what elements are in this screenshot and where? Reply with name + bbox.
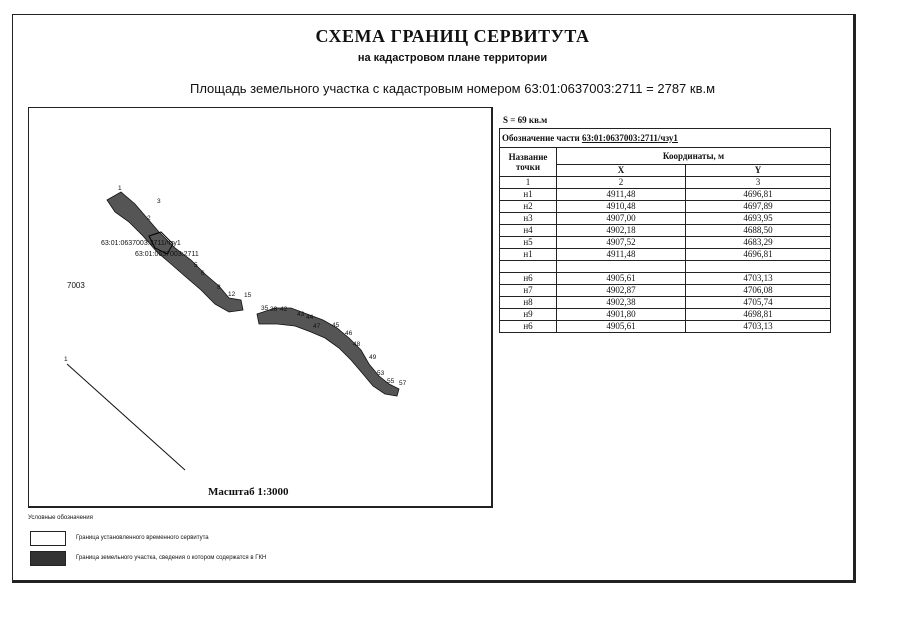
coord-x: 4902,18 bbox=[557, 225, 686, 237]
table-row bbox=[500, 321, 831, 333]
point-name: н3 bbox=[500, 213, 557, 225]
legend-label-parcel: Граница земельного участка, сведения о котором содержатся в ГКН bbox=[76, 555, 267, 561]
parcel-strip-lower bbox=[257, 308, 399, 396]
map-point-label: 46 bbox=[345, 330, 353, 337]
point-name: н4 bbox=[500, 225, 557, 237]
column-number: 1 bbox=[500, 177, 557, 189]
header-point-name: Название точки bbox=[500, 148, 557, 177]
coord-x: 4910,48 bbox=[557, 201, 686, 213]
coord-y: 4688,50 bbox=[686, 225, 831, 237]
coordinates-table bbox=[499, 128, 831, 333]
point-name: н8 bbox=[500, 297, 557, 309]
coord-y: 4705,74 bbox=[686, 297, 831, 309]
map-scale: Масштаб 1:3000 bbox=[208, 486, 289, 498]
parcel-edge-line bbox=[67, 364, 185, 470]
map-point-label: 35 bbox=[261, 305, 269, 312]
document-title: СХЕМА ГРАНИЦ СЕРВИТУТА bbox=[315, 26, 590, 46]
parcel-area-line: Площадь земельного участка с кадастровым номером 63:01:0637003:2711 = 2787 кв.м bbox=[189, 81, 716, 96]
table-row-spacer bbox=[500, 261, 831, 273]
map-label-part: 63:01:0637003:2711/чзу1 bbox=[101, 240, 181, 247]
legend-title: Условные обозначения bbox=[28, 515, 93, 521]
map-point-label: 1 bbox=[118, 185, 122, 192]
map-point-label: 8 bbox=[217, 284, 221, 291]
map-point-label: 5 bbox=[194, 262, 198, 269]
coord-x: 4905,61 bbox=[557, 273, 686, 285]
part-designation-id: 63:01:0637003:2711/чзу1 bbox=[581, 132, 678, 143]
map-drawing bbox=[29, 108, 491, 506]
point-name: н1 bbox=[500, 249, 557, 261]
header-y: Y bbox=[686, 165, 831, 177]
coord-x: 4902,87 bbox=[557, 285, 686, 297]
point-name: н7 bbox=[500, 285, 557, 297]
map-label-block: 7003 bbox=[67, 281, 85, 290]
coord-y: 4698,81 bbox=[686, 309, 831, 321]
column-number: 3 bbox=[686, 177, 831, 189]
map-point-label: 2 bbox=[147, 215, 151, 222]
table-row bbox=[500, 189, 831, 201]
table-row bbox=[500, 285, 831, 297]
coord-y: 4683,29 bbox=[686, 237, 831, 249]
map-point-label: 45 bbox=[332, 322, 340, 329]
coord-x: 4907,00 bbox=[557, 213, 686, 225]
table-row bbox=[500, 237, 831, 249]
map-point-label: 48 bbox=[353, 341, 361, 348]
map-point-label: 55 bbox=[387, 378, 395, 385]
header-x: X bbox=[557, 165, 686, 177]
coord-y: 4693,95 bbox=[686, 213, 831, 225]
table-row bbox=[500, 201, 831, 213]
point-name: н6 bbox=[500, 321, 557, 333]
part-designation-prefix: Обозначение части bbox=[502, 132, 582, 143]
coord-y: 4696,81 bbox=[686, 189, 831, 201]
table-row bbox=[500, 309, 831, 321]
point-name: н2 bbox=[500, 201, 557, 213]
column-number: 2 bbox=[557, 177, 686, 189]
legend-swatch-parcel bbox=[30, 551, 66, 566]
point-name: н9 bbox=[500, 309, 557, 321]
coord-y: 4703,13 bbox=[686, 273, 831, 285]
map-point-label: 43 bbox=[297, 311, 305, 318]
point-name: н5 bbox=[500, 237, 557, 249]
coord-x: 4905,61 bbox=[557, 321, 686, 333]
map-point-label: 1 bbox=[64, 356, 68, 363]
coord-y: 4697,89 bbox=[686, 201, 831, 213]
map-point-label: 15 bbox=[244, 292, 252, 299]
part-designation-cell bbox=[500, 129, 831, 148]
map-point-label: 53 bbox=[377, 370, 385, 377]
point-name: н6 bbox=[500, 273, 557, 285]
point-name: н1 bbox=[500, 189, 557, 201]
table-row bbox=[500, 249, 831, 261]
map-point-label: 49 bbox=[369, 354, 377, 361]
document-subtitle: на кадастровом плане территории bbox=[357, 52, 548, 64]
coord-y: 4706,08 bbox=[686, 285, 831, 297]
map-point-label: 57 bbox=[399, 380, 407, 387]
coord-y: 4696,81 bbox=[686, 249, 831, 261]
coord-x: 4911,48 bbox=[557, 249, 686, 261]
table-row bbox=[500, 213, 831, 225]
map-point-label: 42 bbox=[280, 306, 288, 313]
legend-swatch-servitude bbox=[30, 531, 66, 546]
map-point-label: 47 bbox=[313, 323, 321, 330]
map-point-label: 44 bbox=[306, 314, 314, 321]
coord-y: 4703,13 bbox=[686, 321, 831, 333]
table-row bbox=[500, 225, 831, 237]
legend-label-servitude: Граница установленного временного сервитута bbox=[76, 535, 209, 541]
map-point-label: 3 bbox=[157, 198, 161, 205]
map-label-parcel: 63:01:0637003:2711 bbox=[135, 251, 199, 258]
coord-x: 4911,48 bbox=[557, 189, 686, 201]
coord-x: 4907,52 bbox=[557, 237, 686, 249]
header-coordinates: Координаты, м bbox=[557, 148, 831, 165]
map-point-label: 6 bbox=[201, 270, 205, 277]
map-point-label: 38 bbox=[270, 306, 278, 313]
coord-x: 4902,38 bbox=[557, 297, 686, 309]
table-row bbox=[500, 297, 831, 309]
map-point-label: 12 bbox=[228, 291, 236, 298]
servitude-area: S = 69 кв.м bbox=[503, 115, 548, 125]
coord-x: 4901,80 bbox=[557, 309, 686, 321]
map-frame bbox=[28, 107, 493, 508]
table-row bbox=[500, 273, 831, 285]
